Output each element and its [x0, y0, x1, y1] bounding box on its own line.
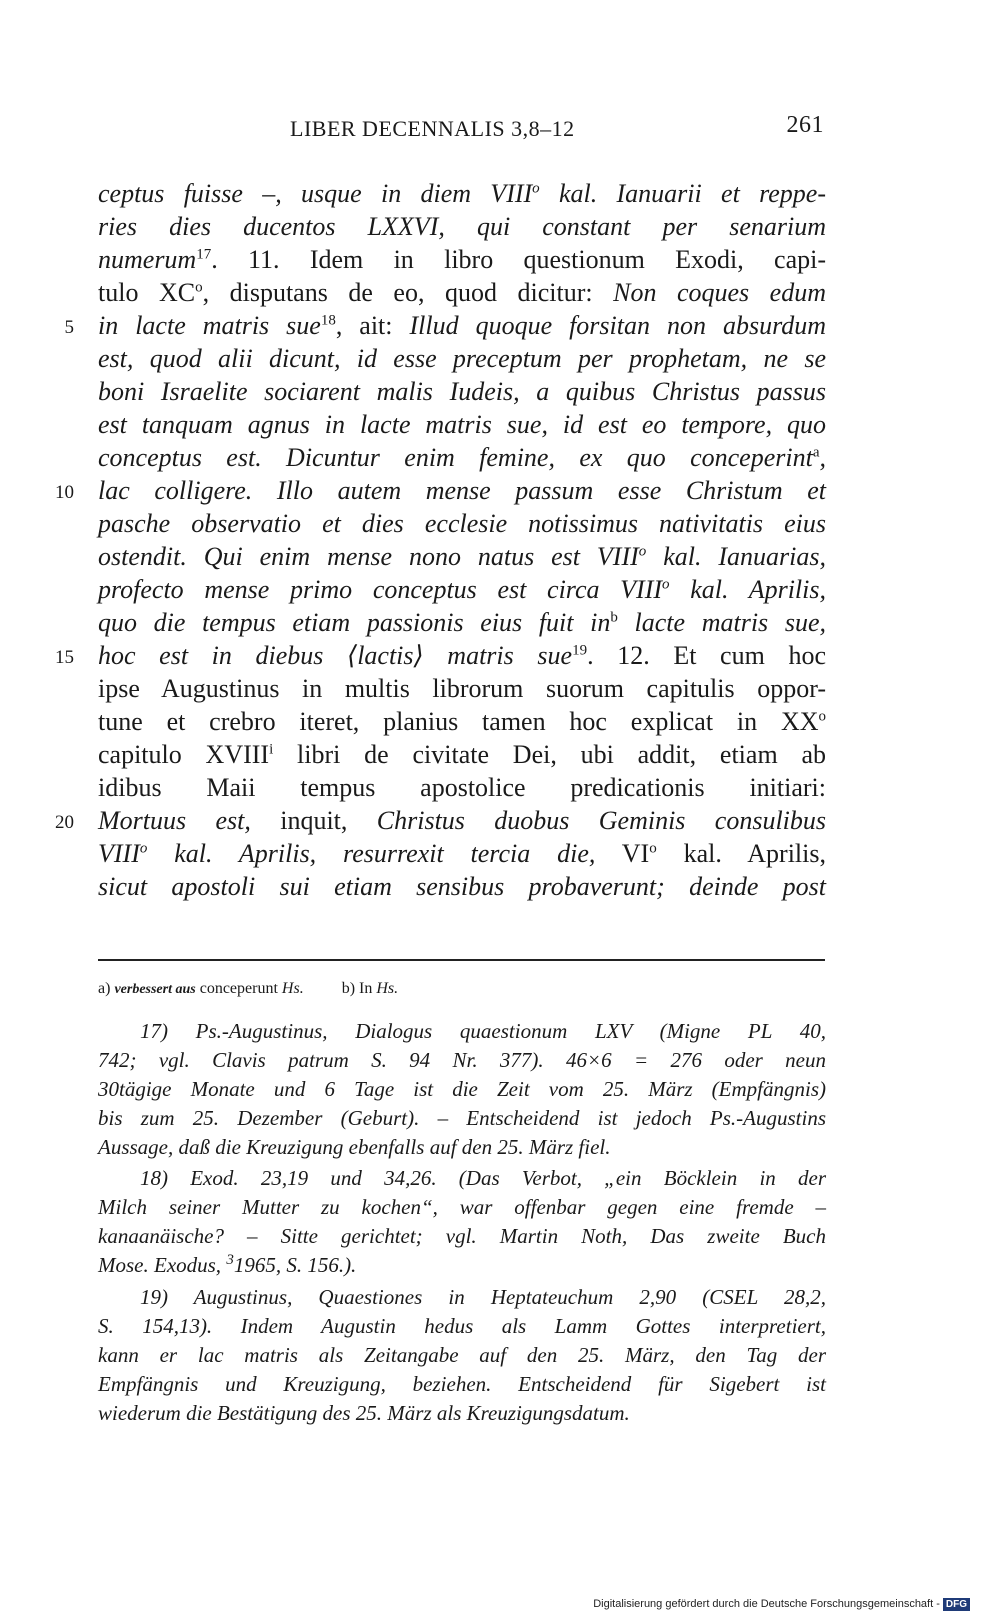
- text-line: numerum$^{17}$. 11. Idem in libro questionum Exodi, capi-: [98, 245, 826, 274]
- text-line: capitulo XVIII$^i$ libri de civitate Dei, ubi addit, etiam ab: [98, 740, 826, 769]
- text-line: 15 hoc est in diebus ⟨lactis⟩ matris sue$^{19}$. 12. Et cum hoc: [98, 639, 826, 673]
- text-line: ries dies ducentos LXXVI, qui constant per senarium: [98, 212, 826, 241]
- line-number: 20: [55, 812, 74, 833]
- footnote-19: 19) Augustinus, Quaestiones in Heptateuchum 2,90 (CSEL 28,2, S. 154,13). Indem Augustin hedus als Lamm Gottes interpretiert, kann er lac matris als Zeitangabe auf den 25. März, den Tag der Empfängnis und Kreuzigung, beziehen. Entscheidend für Sigebert ist wiederum die Bestätigung des 25. März als Kreuzigungsdatum.: [98, 1285, 826, 1425]
- running-title: LIBER DECENNALIS 3,8–12: [290, 116, 575, 141]
- critical-apparatus: a) verbessert aus conceperunt Hs. b) In Hs.: [98, 980, 399, 997]
- line-number: 10: [55, 482, 74, 503]
- digitization-credit: Digitalisierung gefördert durch die Deutsche Forschungsgemeinschaft - DFG: [593, 1598, 970, 1611]
- text-line: boni Israelite sociarent malis Iudeis, a quibus Christus passus: [98, 377, 826, 406]
- text-line: 20 Mortuus est, inquit, Christus duobus Geminis consulibus: [98, 804, 826, 838]
- text-line: est, quod alii dicunt, id esse preceptum per prophetam, ne se: [98, 344, 826, 373]
- text-line: pasche observatio et dies ecclesie notissimus nativitatis eius: [98, 509, 826, 538]
- page-number: 261: [786, 112, 824, 138]
- text-line: VIII$^o$ kal. Aprilis, resurrexit tercia die, $VI^o$ kal. Aprilis,: [98, 839, 826, 868]
- text-line: ipse Augustinus in multis librorum suorum capitulis oppor-: [98, 674, 826, 703]
- text-line: quo die tempus etiam passionis eius fuit $in^b$ lacte matris sue,: [98, 608, 826, 637]
- text-line: tune et crebro iteret, planius tamen hoc explicat in $XX^o$: [98, 707, 826, 736]
- footnote-18: 18) Exod. 23,19 und 34,26. (Das Verbot, „ein Böcklein in der Milch seiner Mutter zu kochen“, war offenbar gegen eine fremde – kanaanäische? – Sitte gerichtet; vgl. Martin Noth, Das zweite Buch Mose. Exodus, $^3$1965, S. 156.).: [98, 1166, 826, 1277]
- running-header: [96, 112, 824, 148]
- footnote-17: 17) Ps.-Augustinus, Dialogus quaestionum LXV (Migne PL 40, 742; vgl. Clavis patrum S. 94 Nr. 377). 46×6 = 276 oder neun 30tägige Monate und 6 Tage ist die Zeit vom 25. März (Empfängnis) bis zum 25. Dezember (Geburt). – Entscheidend ist jedoch Ps.-Augustins Aussage, daß die Kreuzigung ebenfalls auf den 25. März fiel.: [98, 1019, 826, 1159]
- footnote-ref: 19: [572, 642, 588, 659]
- apparatus-ref: b: [610, 609, 618, 626]
- text-line: ceptus fuisse –, usque in diem VIII$^o$ kal. Ianuarii et reppe-: [98, 179, 826, 208]
- text-line: tulo $XC^o$, disputans de eo, quod dicitur: Non coques edum: [98, 278, 827, 307]
- text-line: ostendit. Qui enim mense nono natus est VIII$^o$ kal. Ianuarias,: [98, 542, 826, 571]
- line-number: 5: [64, 317, 74, 338]
- text-line: idibus Maii tempus apostolice predicationis initiari:: [98, 773, 826, 802]
- text-line: profecto mense primo conceptus est circa VIII$^o$ kal. Aprilis,: [98, 575, 826, 604]
- line-number: 15: [55, 647, 74, 668]
- footnote-ref: 18: [320, 312, 336, 329]
- footnote-ref: 17: [196, 246, 212, 263]
- text-line: est tanquam agnus in lacte matris sue, id est eo tempore, quo: [98, 410, 826, 439]
- apparatus-ref: a: [812, 444, 820, 461]
- text-line: 10 lac colligere. Illo autem mense passum esse Christum et: [98, 474, 826, 508]
- text-line: conceptus est. Dicuntur enim femine, ex quo conceperint$^a$,: [98, 443, 826, 472]
- dfg-logo-icon: DFG: [943, 1598, 970, 1611]
- footnote-divider: [98, 959, 825, 961]
- text-line: 5 in lacte matris sue$^{18}$, ait: Illud quoque forsitan non absurdum: [98, 309, 826, 343]
- text-line: sicut apostoli sui etiam sensibus probaverunt; deinde post: [98, 872, 826, 901]
